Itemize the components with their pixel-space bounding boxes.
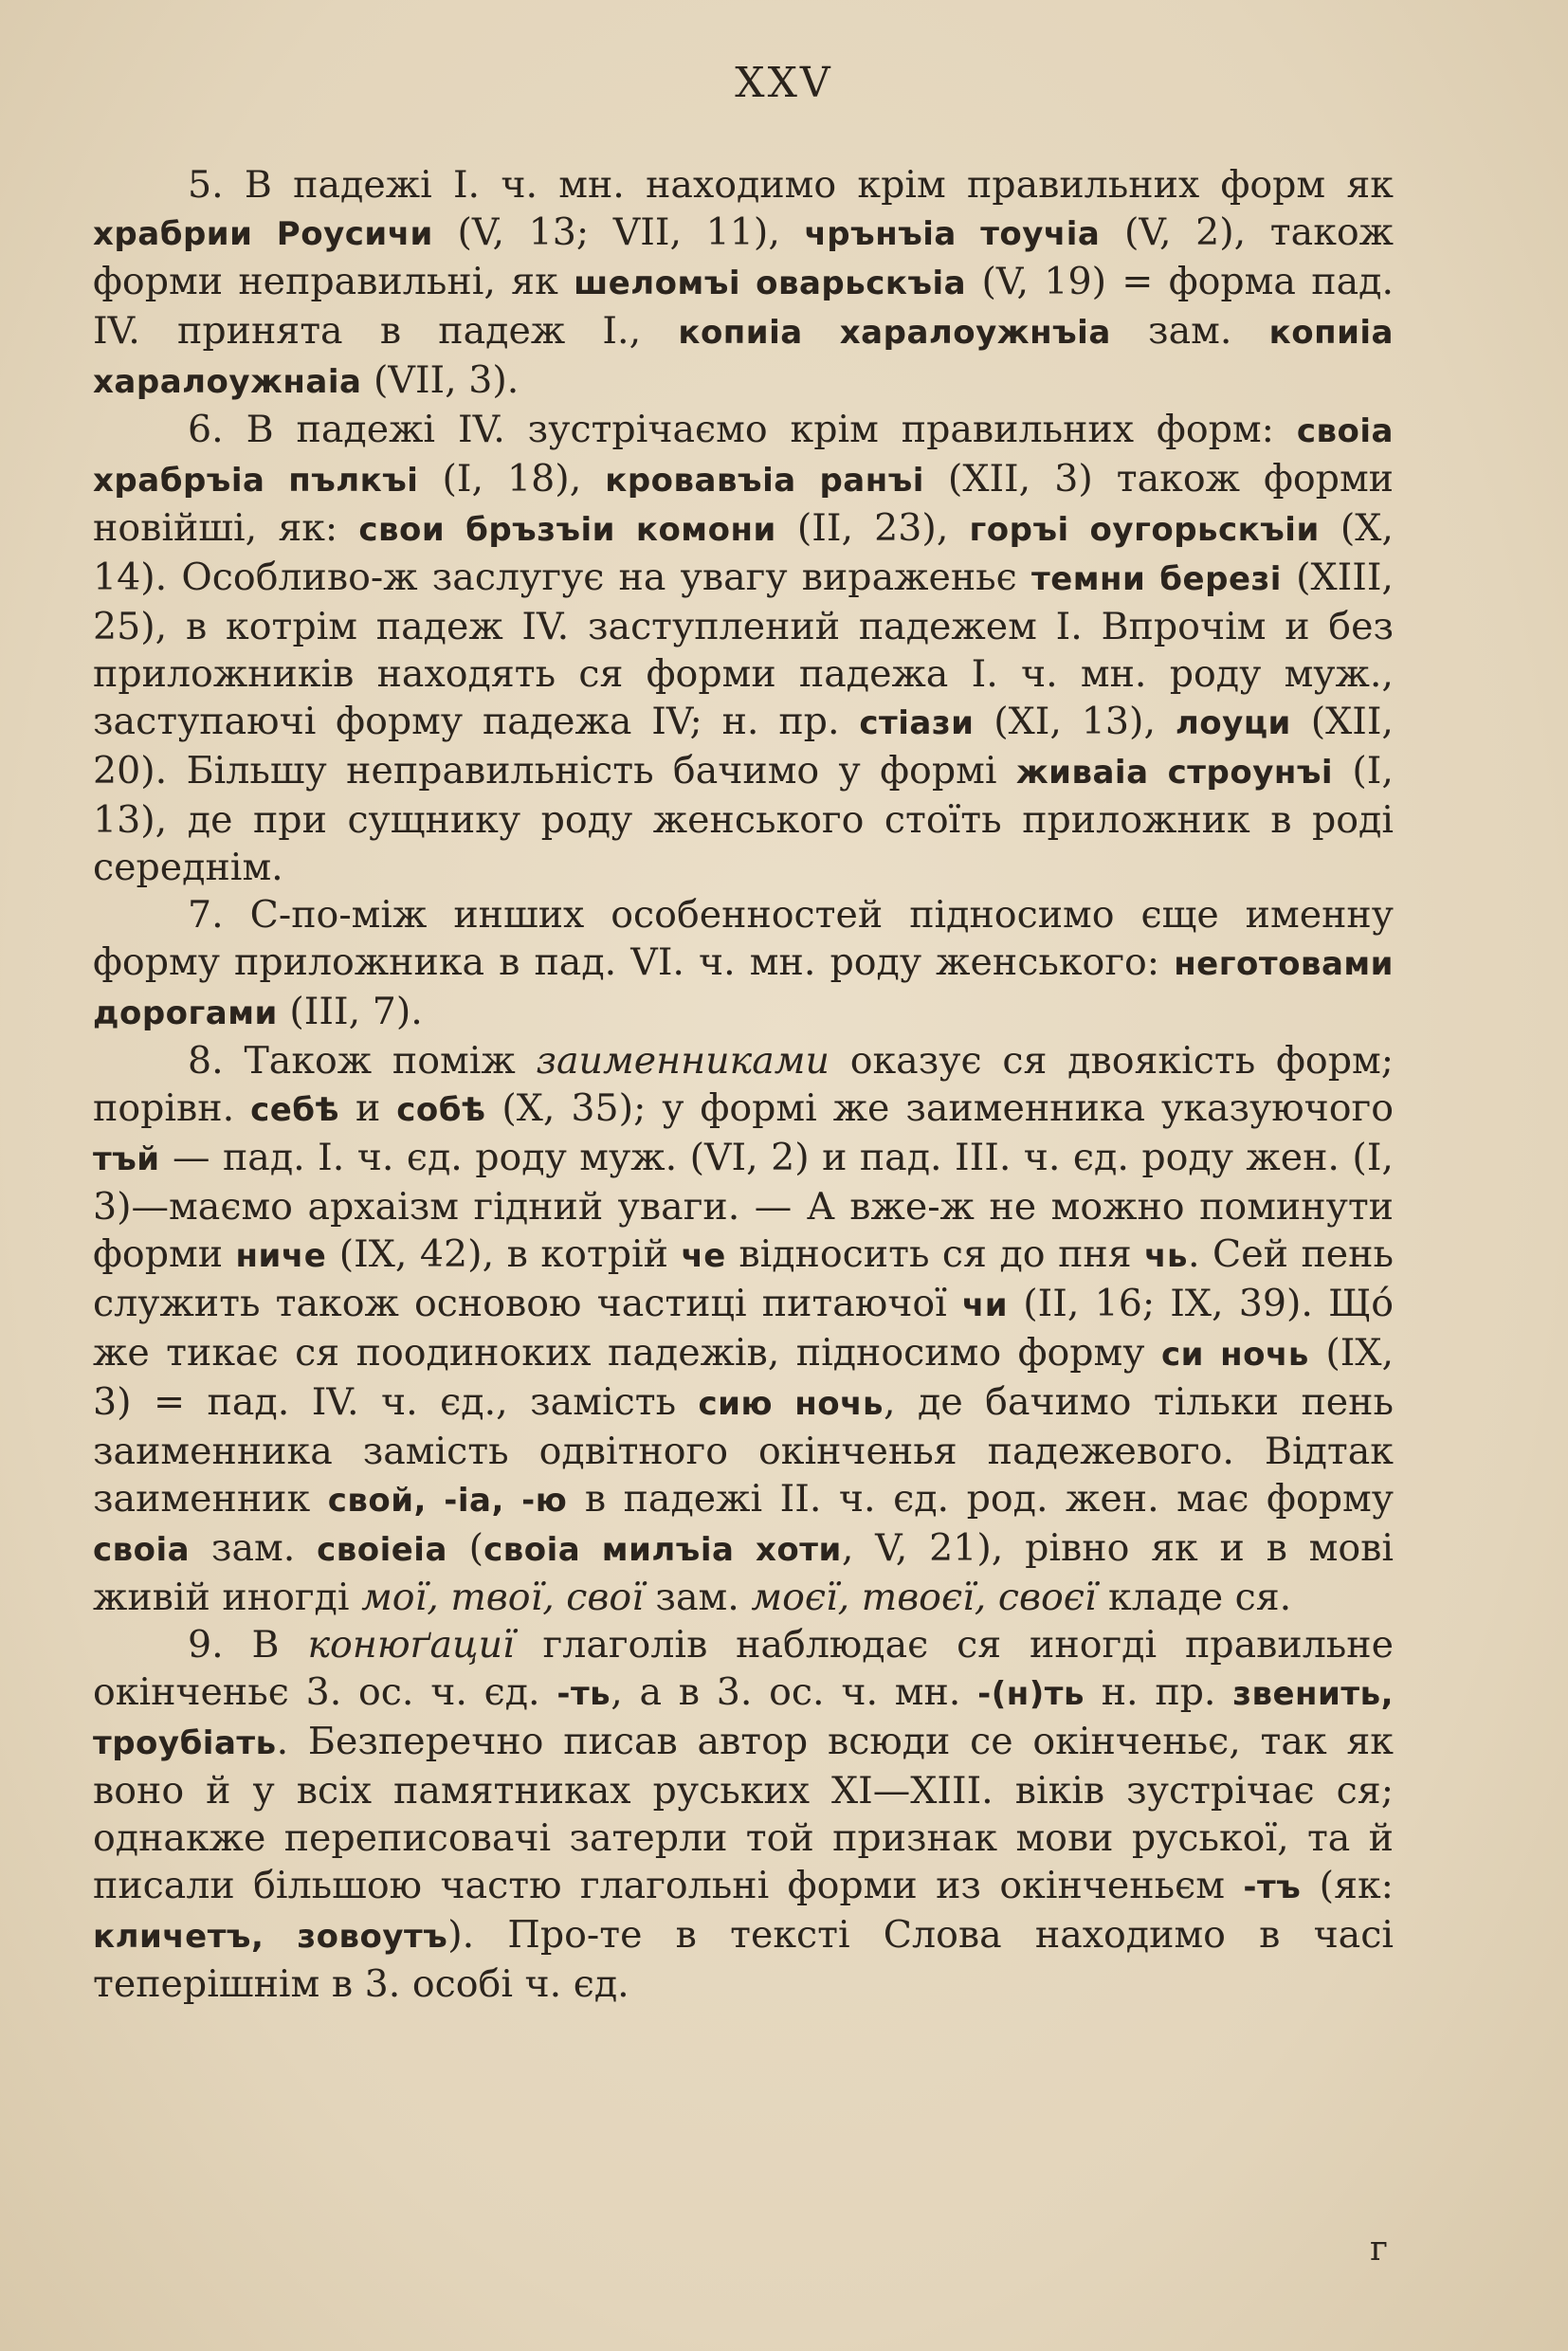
old-church-slavonic-quote: своіа милъіа хоти (483, 1531, 842, 1569)
body-text (93, 161, 1394, 2008)
old-church-slavonic-quote: чи (961, 1286, 1009, 1324)
text-run: (IX, 3) = пад. IV. ч. єд., замість (93, 1331, 1395, 1424)
paragraph-6 (93, 406, 1394, 891)
old-church-slavonic-quote: кличетъ, зовоутъ (93, 1918, 448, 1956)
old-church-slavonic-quote: копиіа харалоужнъіа (678, 314, 1111, 352)
text-run: оказує ся двоякість форм; порівн. (93, 1039, 1395, 1130)
text-run: (V, 19) = форма пад. IV. принята в падеж I., (93, 260, 1395, 353)
text-run: . Сей пень служить також основою частиці питаючої (93, 1232, 1394, 1325)
old-church-slavonic-quote: ниче (235, 1237, 327, 1275)
old-church-slavonic-quote: храбрии Роусичи (93, 215, 433, 253)
old-church-slavonic-quote: своіа храбръіа пълкъі (93, 412, 1394, 500)
text-run: (X, 35); у формі же заименника указуючого (485, 1086, 1394, 1130)
old-church-slavonic-quote: своіа (93, 1531, 191, 1569)
text-run: (II, 23), (775, 506, 970, 550)
text-run: — пад. І. ч. єд. роду муж. (VI, 2) и пад. III. ч. єд. роду жен. (I, 3)—маємо архаізм гідний уваги. — А вже-ж не можно поминути форми (93, 1136, 1394, 1276)
text-run: (XII, 20). Більшу неправильність бачимо у формі (93, 700, 1394, 793)
text-run: (X, 14). Особливо-ж заслугує на увагу вираженьє (93, 506, 1394, 599)
italic-term: конюґациї (307, 1623, 515, 1667)
text-run: , V, 21), рівно як и в мові живій иногді (93, 1526, 1394, 1619)
text-run: кладе ся. (1096, 1576, 1292, 1619)
paragraph-8 (93, 1037, 1394, 1621)
text-run: (XI, 13), (974, 700, 1176, 743)
text-run: (I, 13), де при сущнику роду женського стоїть приложник в роді середнім. (93, 749, 1394, 889)
text-run: зам. (643, 1576, 752, 1619)
old-church-slavonic-quote: кровавъіа ранъі (605, 462, 924, 500)
old-church-slavonic-quote: своіеіа (317, 1531, 447, 1569)
text-run: (II, 16; IX, 39). Щó же тикає ся поодиноких падежів, підносимо форму (93, 1282, 1395, 1375)
italic-term: заименниками (536, 1039, 830, 1083)
old-church-slavonic-quote: свои бръзъіи комони (358, 511, 776, 549)
old-church-slavonic-quote: сию ночь (698, 1385, 884, 1423)
old-church-slavonic-quote: тъй (93, 1140, 160, 1178)
text-run: ). Про-те в тексті Слова находимо в часі теперішнім в 3. особі ч. єд. (93, 1913, 1394, 2006)
old-church-slavonic-quote: собѣ (396, 1091, 486, 1129)
text-run: зам. (1110, 309, 1269, 353)
text-run: н. пр. (1084, 1670, 1233, 1714)
printer-signature: г (1370, 2230, 1388, 2269)
text-run: зам. (190, 1526, 318, 1570)
old-church-slavonic-quote: че (681, 1237, 726, 1275)
old-church-slavonic-quote: чрънъіа тоучіа (804, 215, 1101, 253)
old-church-slavonic-quote: горъі оугорьскъіи (969, 511, 1320, 549)
old-church-slavonic-quote: живаіа строунъі (1015, 754, 1334, 792)
text-run: (IX, 42), в котрій (326, 1232, 682, 1276)
italic-term: мої, твої, свої (361, 1576, 644, 1619)
text-run: и (339, 1086, 397, 1130)
text-run: 9. В (188, 1623, 308, 1667)
text-run: (як: (1301, 1864, 1394, 1907)
old-church-slavonic-quote: шеломъі оварьскъіа (574, 264, 967, 302)
old-church-slavonic-quote: чь (1144, 1237, 1188, 1275)
old-church-slavonic-quote: себѣ (250, 1091, 340, 1129)
old-church-slavonic-quote: лоуци (1175, 704, 1291, 742)
paragraph-9 (93, 1621, 1394, 2008)
old-church-slavonic-quote: си ночь (1160, 1336, 1309, 1374)
paragraph-5 (93, 161, 1394, 406)
text-run: , а в 3. ос. ч. мн. (611, 1670, 978, 1714)
text-run: в падежі II. ч. єд. род. жен. має форму (567, 1477, 1394, 1521)
old-church-slavonic-quote: стіази (859, 704, 975, 742)
text-run: (XIII, 25), в котрім падеж IV. заступлений падежем I. Впрочім и без приложників находять ся форми падежа I. ч. мн. роду муж., заступаючі форму падежа IV; н. пр. (93, 556, 1394, 743)
old-church-slavonic-quote: звенить, троубіать (93, 1675, 1394, 1762)
text-run: 7. С-по-між инших особенностей підносимо єще именну форму приложника в пад. VI. ч. мн. роду женського: (93, 893, 1394, 984)
page-number: XXV (735, 59, 833, 107)
text-run: 6. В падежі IV. зустрічаємо крім правильних форм: (188, 408, 1297, 451)
old-church-slavonic-quote: копиіа харалоужнаіа (93, 314, 1394, 401)
text-run: (VII, 3). (361, 358, 520, 402)
text-run: (XII, 3) також форми новійші, як: (93, 457, 1395, 550)
text-run: (V, 2), також форми неправильні, як (93, 210, 1395, 303)
text-run: відносить ся до пня (725, 1232, 1145, 1276)
text-run: (III, 7). (277, 990, 423, 1033)
text-run: ( (447, 1526, 484, 1570)
old-church-slavonic-quote: -(н)ть (977, 1675, 1085, 1713)
text-run: 5. В падежі І. ч. мн. находимо крім правильних форм як (188, 163, 1394, 207)
text-run: (I, 18), (418, 457, 606, 501)
text-run: (V, 13; VII, 11), (432, 210, 805, 254)
old-church-slavonic-quote: -ть (556, 1675, 611, 1713)
text-run: 8. Також поміж (188, 1039, 537, 1083)
text-run: глаголів наблюдає ся иногді правильне окінченьє 3. ос. ч. єд. (93, 1623, 1395, 1714)
text-run: , де бачимо тільки пень заименника замість одвітного окінченья падежевого. Відтак заименник (93, 1380, 1394, 1521)
old-church-slavonic-quote: свой, -іа, -ю (327, 1482, 568, 1520)
old-church-slavonic-quote: неготовами дорогами (93, 945, 1394, 1032)
old-church-slavonic-quote: темни березі (1030, 560, 1282, 598)
text-run: . Безперечно писав автор всюди се окінченьє, так як воно й у всіх памятниках руських XI—XIII. віків зустрічає ся; однакже переписовачі затерли той признак мови руської, та й писали більшою частю глагольні форми из окінченьєм (93, 1720, 1394, 1907)
paragraph-7 (93, 891, 1394, 1037)
old-church-slavonic-quote: -тъ (1243, 1868, 1302, 1906)
italic-term: моєї, твоєї, своєї (751, 1576, 1097, 1619)
